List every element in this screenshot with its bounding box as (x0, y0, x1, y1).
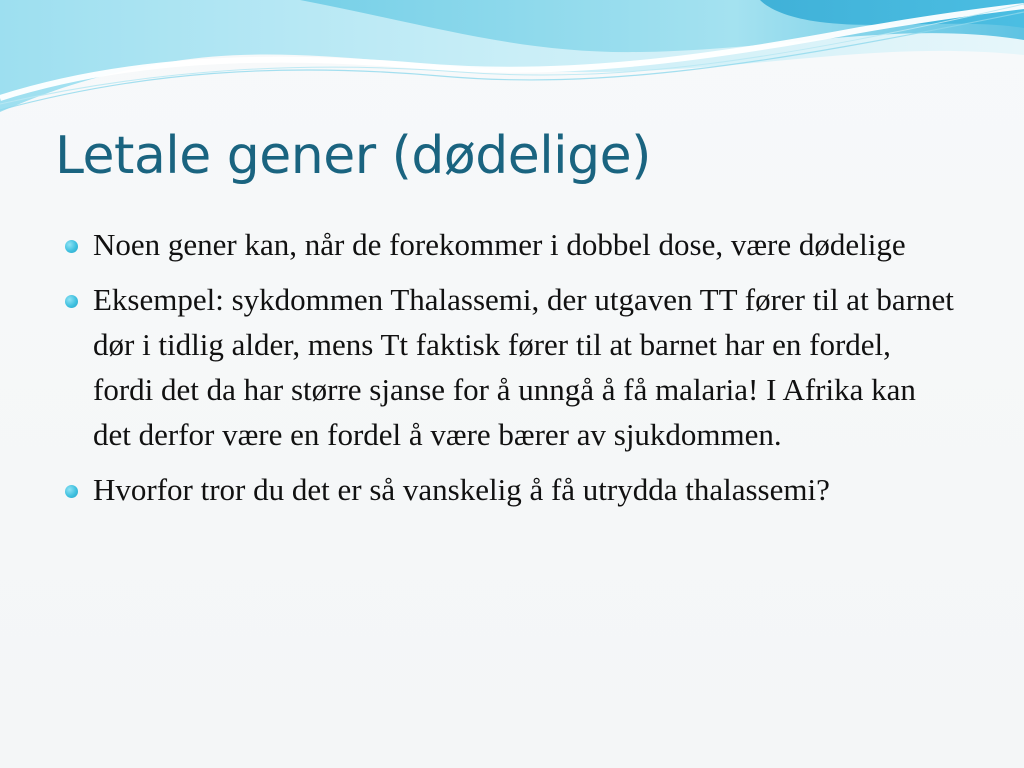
bullet-dot-icon (65, 240, 78, 253)
bullet-item (65, 467, 955, 512)
bullet-item (65, 277, 955, 457)
slide-title: Letale gener (dødelige) (55, 126, 651, 186)
bullet-item (65, 222, 955, 267)
bullet-text: Hvorfor tror du det er så vanskelig å få utrydda thalassemi? (93, 472, 830, 507)
bullet-text: Eksempel: sykdommen Thalassemi, der utgaven TT fører til at barnet dør i tidlig alder, mens Tt faktisk fører til at barnet har en fordel, fordi det da har større sjanse for å unngå å få malaria! I Afrika kan det derfor være en fordel å være bærer av sjukdommen. (93, 282, 954, 452)
bullet-text: Noen gener kan, når de forekommer i dobbel dose, være dødelige (93, 227, 906, 262)
bullet-dot-icon (65, 485, 78, 498)
header-wave-decoration (0, 0, 1024, 130)
bullet-list (65, 222, 955, 522)
bullet-dot-icon (65, 295, 78, 308)
